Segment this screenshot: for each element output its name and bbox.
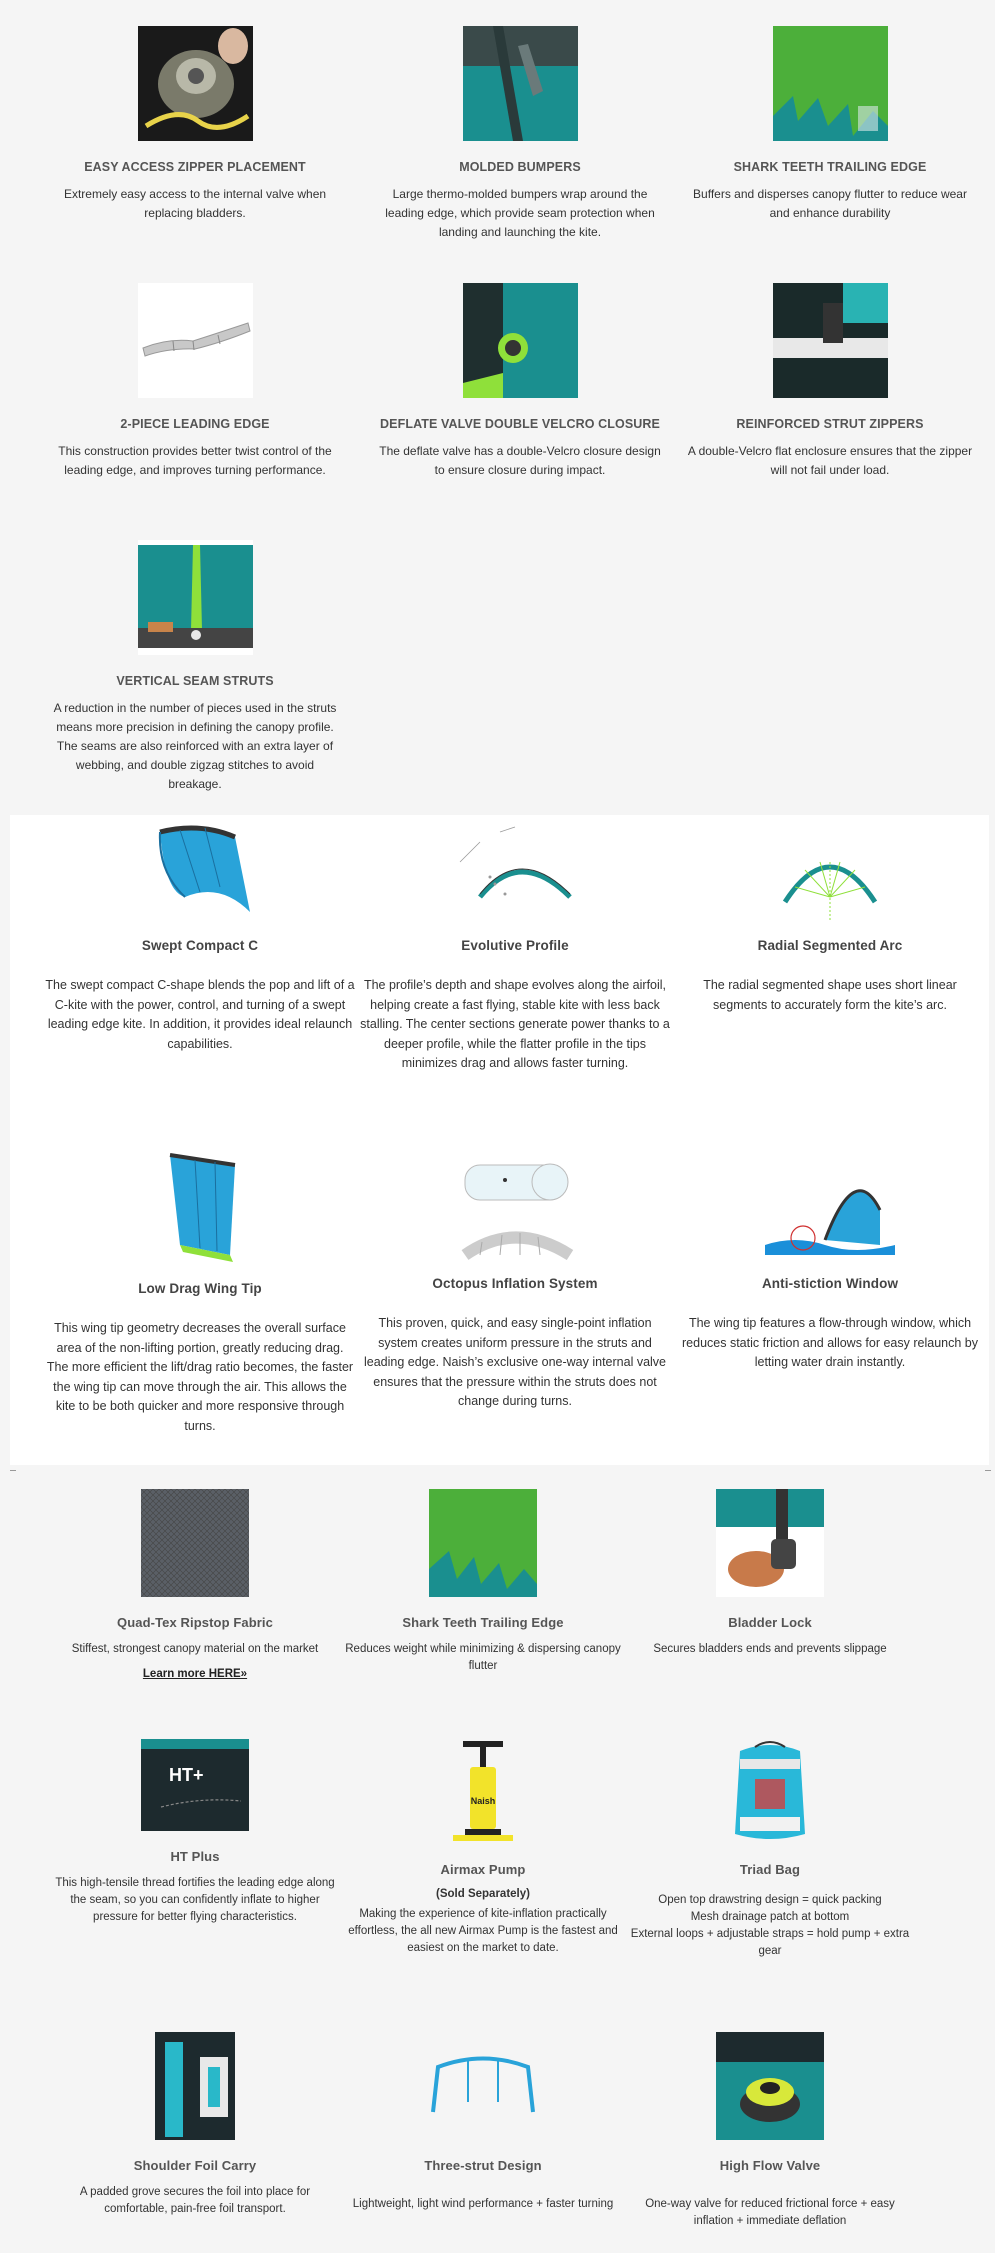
divider-tick-left (10, 1470, 16, 1471)
feature-title: Quad-Tex Ripstop Fabric (117, 1615, 273, 1630)
feature-description: Stiffest, strongest canopy material on the market (71, 1643, 319, 1655)
shark-teeth-photo-2 (429, 1489, 537, 1597)
ht-plus-logo: HT+ (169, 1765, 204, 1785)
feature-description (625, 1892, 915, 1960)
feature-title: SHARK TEETH TRAILING EDGE (733, 160, 927, 174)
sold-separately-note: (Sold Separately) (436, 1888, 530, 1900)
shark-teeth-photo (773, 26, 888, 141)
feature-airmax-pump (338, 1739, 628, 1957)
feature-description: The radial segmented shape uses short linear segments to accurately form the kite’s arc. (703, 978, 957, 1012)
feature-octopus-inflation (360, 1160, 670, 1412)
feature-title: Airmax Pump (440, 1862, 526, 1877)
feature-description: The wing tip features a flow-through window, which reduces static friction and allows for easy relaunch by letting water drain instantly. (682, 1316, 978, 1369)
high-flow-valve-photo (716, 2032, 824, 2140)
feature-title: DEFLATE VALVE DOUBLE VELCRO CLOSURE (380, 417, 660, 431)
feature-title: Octopus Inflation System (432, 1276, 598, 1291)
feature-quad-tex (50, 1489, 340, 1682)
feature-description: This wing tip geometry decreases the overall surface area of the non-lifting portion, greatly reducing drag. The more efficient the lift/drag ratio becomes, the faster the wing tip can move through the air. This allows the kite to be both quicker and more responsive through turns. (46, 1321, 354, 1433)
feature-title: REINFORCED STRUT ZIPPERS (736, 417, 924, 431)
feature-title: HT Plus (170, 1849, 220, 1864)
anti-stiction-diagram (765, 1160, 895, 1260)
feature-title: 2-PIECE LEADING EDGE (120, 417, 270, 431)
feature-low-drag-wing-tip (45, 1150, 355, 1436)
feature-description: Making the experience of kite-inflation practically effortless, the all new Airmax Pump is the fastest and easiest on the market to date. (348, 1908, 618, 1954)
feature-description: One-way valve for reduced frictional force + easy inflation + immediate deflation (645, 2198, 895, 2227)
feature-description: Extremely easy access to the internal valve when replacing bladders. (63, 187, 327, 220)
feature-ht-plus (50, 1739, 340, 1926)
feature-easy-access-zipper (50, 26, 340, 223)
feature-high-flow-valve (625, 2032, 915, 2230)
leading-edge-photo (138, 283, 253, 398)
feature-description: Lightweight, light wind performance + faster turning (352, 2198, 614, 2210)
learn-more-link[interactable]: Learn more HERE» (142, 1668, 248, 1680)
feature-title: Radial Segmented Arc (757, 938, 903, 953)
deflate-valve-photo (463, 283, 578, 398)
feature-swept-compact-c (45, 822, 355, 1054)
feature-title: High Flow Valve (719, 2158, 821, 2173)
foil-carry-photo (150, 2032, 240, 2140)
feature-title: Anti-stiction Window (761, 1276, 899, 1291)
feature-description: This construction provides better twist control of the leading edge, and improves turning performance. (58, 444, 332, 477)
feature-description: The swept compact C-shape blends the pop and lift of a C-kite with the power, control, and turning of a swept leading edge kite. In addition, it provides ideal relaunch capabilities. (45, 978, 355, 1051)
feature-title: EASY ACCESS ZIPPER PLACEMENT (84, 160, 306, 174)
evolutive-profile-diagram (450, 822, 580, 922)
triad-bag-line: External loops + adjustable straps = hold pump + extra gear (630, 1928, 910, 1957)
feature-anti-stiction-window (675, 1160, 985, 1373)
divider-tick-right (985, 1470, 991, 1471)
feature-shark-teeth-2 (338, 1489, 628, 1675)
feature-title: Shoulder Foil Carry (133, 2158, 257, 2173)
octopus-inflation-diagram (450, 1160, 580, 1260)
quad-tex-photo (141, 1489, 249, 1597)
feature-description: Secures bladders ends and prevents slippage (653, 1643, 887, 1655)
triad-bag-photo (725, 1739, 815, 1844)
feature-title: Swept Compact C (141, 938, 259, 953)
feature-description: Large thermo-molded bumpers wrap around the leading edge, which provide seam protection when landing and launching the kite. (385, 187, 655, 239)
ht-plus-photo (141, 1739, 249, 1831)
feature-reinforced-strut-zippers (685, 283, 975, 480)
feature-description: The deflate valve has a double-Velcro closure design to ensure closure during impact. (379, 444, 661, 477)
feature-deflate-valve (375, 283, 665, 480)
feature-title: Three-strut Design (424, 2158, 542, 2173)
feature-description: A double-Velcro flat enclosure ensures that the zipper will not fail under load. (687, 444, 973, 477)
feature-vertical-seam-struts (50, 540, 340, 794)
bladder-lock-photo (716, 1489, 824, 1597)
feature-molded-bumpers (375, 26, 665, 242)
feature-description: A padded grove secures the foil into place for comfortable, pain-free foil transport. (79, 2186, 311, 2215)
feature-triad-bag (625, 1739, 915, 1960)
feature-bladder-lock (625, 1489, 915, 1658)
swept-compact-c-diagram (140, 822, 260, 922)
wing-tip-diagram (155, 1150, 245, 1265)
feature-title: Evolutive Profile (461, 938, 569, 953)
feature-description: This high-tensile thread fortifies the leading edge along the seam, so you can confidently inflate to higher pressure for better flying characteristics. (55, 1877, 335, 1923)
feature-description: The profile’s depth and shape evolves along the airfoil, helping create a fast flying, stable kite with less back stalling. The center sections generate power thanks to a deeper profile, while the flatter profile in the tips minimizes drag and allows faster turning. (360, 978, 670, 1070)
feature-three-strut-design (338, 2032, 628, 2213)
feature-title: Low Drag Wing Tip (138, 1281, 262, 1296)
feature-description: Buffers and disperses canopy flutter to reduce wear and enhance durability (693, 187, 967, 220)
feature-title: VERTICAL SEAM STRUTS (116, 674, 274, 688)
radial-arc-diagram (770, 822, 890, 922)
feature-description: Reduces weight while minimizing & dispersing canopy flutter (345, 1643, 621, 1672)
feature-two-piece-leading-edge (50, 283, 340, 480)
bumpers-photo (463, 26, 578, 141)
pump-brand: Naish (470, 1796, 496, 1806)
feature-description: This proven, quick, and easy single-point inflation system creates uniform pressure in the struts and leading edge. Naish’s exclusive one-way internal valve ensures that the pressure within the struts does not change during turns. (363, 1316, 667, 1408)
feature-title: Triad Bag (739, 1862, 801, 1877)
feature-title: Shark Teeth Trailing Edge (402, 1615, 564, 1630)
feature-evolutive-profile (360, 822, 670, 1074)
feature-description: A reduction in the number of pieces used in the struts means more precision in defining the canopy profile. The seams are also reinforced with an extra layer of webbing, and double zigzag stitches to avoid breakage. (53, 701, 337, 791)
feature-title: Bladder Lock (728, 1615, 812, 1630)
three-strut-diagram (423, 2032, 543, 2140)
airmax-pump-photo (443, 1739, 523, 1844)
feature-title: MOLDED BUMPERS (459, 160, 581, 174)
strut-zippers-photo (773, 283, 888, 398)
zipper-photo (138, 26, 253, 141)
feature-radial-segmented-arc (675, 822, 985, 1015)
triad-bag-line: Mesh drainage patch at bottom (690, 1911, 850, 1923)
seam-struts-photo (138, 540, 253, 655)
triad-bag-line: Open top drawstring design = quick packing (658, 1894, 882, 1906)
feature-shark-teeth (685, 26, 975, 223)
feature-shoulder-foil-carry (50, 2032, 340, 2218)
